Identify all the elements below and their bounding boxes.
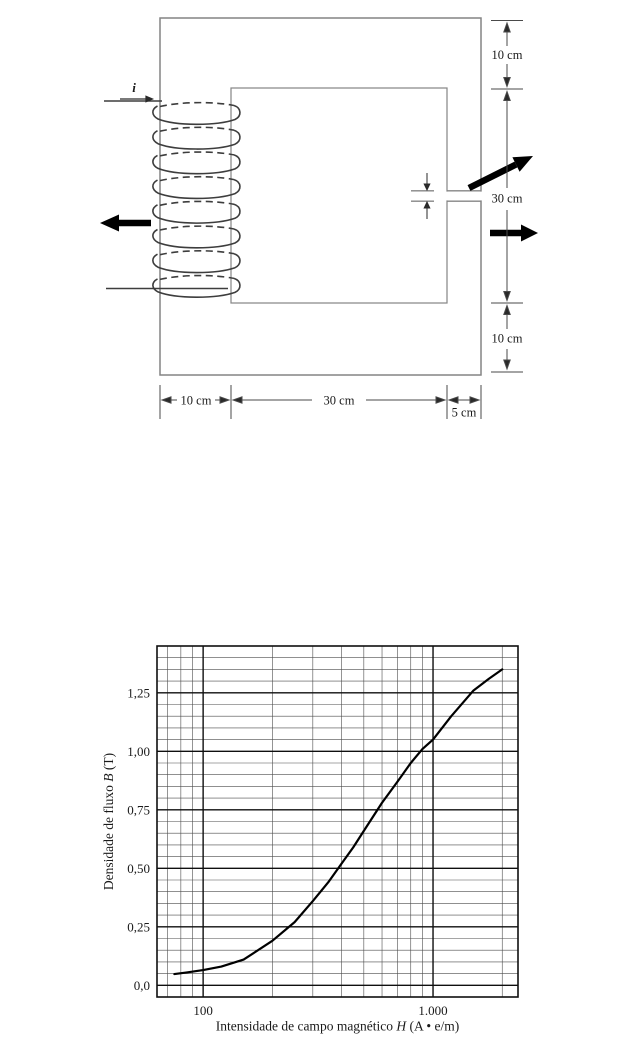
coil-turn-back [160,276,234,280]
coil-turn-back [160,251,234,255]
coil-turn-front [153,106,240,125]
flux-arrow-right-icon [490,225,538,242]
dim-right-middle: 30 cm [491,191,523,206]
y-tick-label: 1,00 [127,743,150,759]
coil-turn-back [160,103,234,107]
dim-right-bottom: 10 cm [491,331,523,346]
coil-turn-front [153,180,240,199]
coil-turn-front [153,130,240,149]
coil-turn-back [160,127,234,131]
bh-curve-chart [0,430,644,1040]
grid-minor [157,646,518,997]
dim-bottom-middle: 30 cm [323,393,355,408]
coil-turn-front [153,254,240,273]
core-window-rect [231,88,447,303]
dim-bottom-right: 5 cm [451,405,477,420]
magnetic-core-diagram [0,0,644,430]
y-tick-label: 0,50 [127,860,150,876]
coil-turn-back [160,226,234,230]
air-gap-cutout [444,192,484,201]
coil-turn-front [153,155,240,174]
y-tick-label: 0,0 [133,977,150,993]
dim-right-top: 10 cm [491,48,523,62]
core-outer-rect [160,18,481,375]
x-tick-label: 100 [193,1003,213,1018]
flux-arrow-left-icon [100,215,151,232]
current-label: i [132,80,136,95]
coil-turn-back [160,152,234,156]
coil-turn-front [153,229,240,248]
tick-labels [127,685,447,1018]
coil-turn-back [160,201,234,205]
core-outline [160,18,481,375]
y-axis-title: Densidade de fluxo B (T) [101,752,116,891]
y-tick-label: 0,25 [127,919,150,935]
chart-root [101,646,518,1034]
coil-turn-front [153,204,240,223]
air-gap-dimension-arrows [424,173,430,219]
x-axis-title: Intensidade de campo magnético H (A • e/m) [215,1018,460,1034]
dim-bottom-left: 10 cm [180,393,212,408]
y-tick-label: 0,75 [127,802,150,818]
x-tick-label: 1.000 [418,1003,448,1018]
y-tick-label: 1,25 [127,685,150,701]
excitation-coil [153,103,240,298]
coil-turn-back [160,177,234,181]
flux-arrow-diagonal-icon [469,156,533,188]
